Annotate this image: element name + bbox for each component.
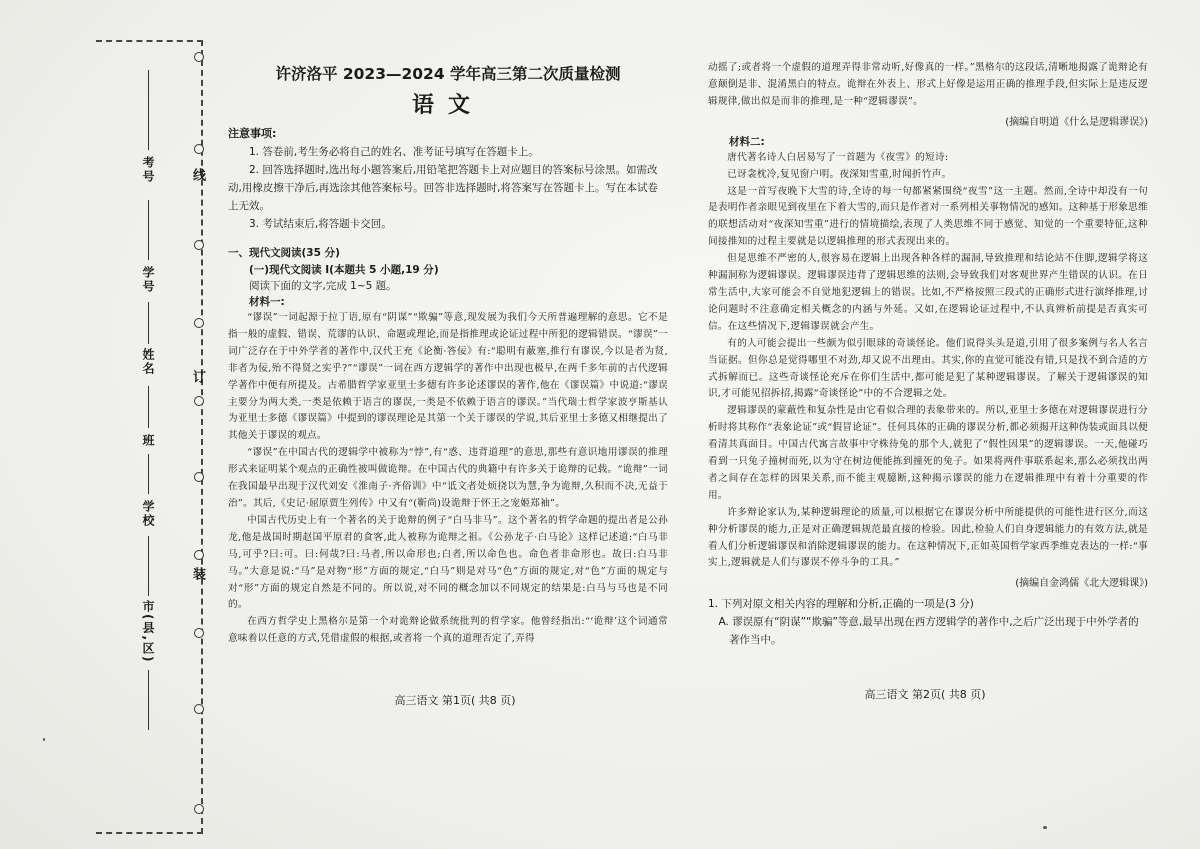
field-label-name: 姓名 — [141, 348, 155, 376]
notice-list — [228, 143, 668, 233]
paragraph: 在西方哲学史上黑格尔是第一个对诡辩论做系统批判的哲学家。他曾经指出:“‘诡辩’这个词通常意味着以任意的方式,凭借虚假的根据,或者将一个真的道理否定了,弄得 — [228, 616, 668, 645]
field-label-exam-no: 考号 — [141, 156, 155, 184]
subject-title: 语文 — [411, 92, 484, 118]
field-label-student-no: 学号 — [141, 266, 155, 294]
field-line — [148, 670, 149, 730]
material-1-body — [228, 310, 668, 648]
binding-hole — [194, 472, 204, 482]
paragraph: 动摇了;或者将一个虚假的道理弄得非常动听,好像真的一样。”黑格尔的这段话,清晰地揭露了诡辩论有意颠倒是非、混淆黑白的特点。诡辩在外表上、形式上好像是运用正确的推理手段,但实际上是违反逻辑规律,做出似是而非的推理,是一种“逻辑谬误”。 — [708, 62, 1148, 107]
paragraph: 中国古代历史上有一个著名的关于诡辩的例子“白马非马”。这个著名的哲学命题的提出者是公孙龙,他是战国时期赵国平原君的食客,此人被称为诡辩之祖。《公孙龙子·白马论》这样记述道:“白马非马,可乎?曰:可。曰:何哉?曰:马者,所以命形也;白者,所以命色也。命色者非命形也。故曰:白马非马。”大意是说:“马”是对物“形”方面的规定,“白马”则是对马“色”方面的规定,对“色”方面的规定与对“形”方面的规定自然是不同的。所以说,对不同的概念加以不同规定的结果是:白马与马也是不同的。 — [228, 514, 668, 611]
binding-hole — [194, 704, 204, 714]
paragraph: “谬误”在中国古代的逻辑学中被称为“悖”,有“惑、违背道理”的意思,那些有意识地用谬误的推理形式来证明某个观点的正确性被叫做诡辩。在中国古代的典籍中有许多关于诡辩的记载。“诡辩”一词在我国最早出现于汉代刘安《淮南子·齐俗训》中“诋文者处烦挠以为慧,争为诡辩,久积而不决,无益于治”。其后,《史记·屈原贾生列传》中又有“(靳尚)设诡辩于怀王之宠姬郑袖”。 — [228, 447, 668, 509]
notice-item: 3. 考试结束后,将答题卡交回。 — [249, 218, 392, 230]
material-2-body — [708, 150, 1148, 573]
field-label-city: 市(县,区) — [141, 600, 155, 664]
binding-hole — [194, 240, 204, 250]
source-1: (摘编自明道《什么是逻辑谬误》) — [1005, 116, 1148, 128]
section-heading: 一、现代文阅读(35 分) — [228, 247, 340, 259]
binding-strip — [96, 40, 216, 820]
cut-mark-bind: 装 — [190, 567, 205, 580]
binding-hole — [194, 144, 204, 154]
binding-hole — [194, 550, 204, 560]
field-label-class: 班 — [141, 434, 155, 448]
notice-item: 2. 回答选择题时,选出每小题答案后,用铅笔把答题卡上对应题目的答案标号涂黑。如需改动,用橡皮擦干净后,再选涂其他答案标号。回答非选择题时,将答案写在答题卡上。写在本试卷上无效。 — [228, 164, 659, 212]
binding-hole — [194, 396, 204, 406]
paragraph: 这是一首写夜晚下大雪的诗,全诗的每一句都紧紧围绕“夜雪”这一主题。然而,全诗中却没有一句是表明作者亲眼见到夜里在下着大雪的,而只是作者对一系列相关事物情况的感知。这种基于形象思维的联想活动对“夜深知雪重”进行的情境描绘,表现了人类思维不同于感觉、知觉的一个重要特征,这种间接推知的过程主要就是以逻辑推理的形式表现出来的。 — [708, 185, 1148, 248]
field-line — [148, 454, 149, 494]
source-2: (摘编自金鸿儒《北大逻辑课》) — [1015, 578, 1148, 590]
poem-text: 已讶衾枕冷,复见窗户明。夜深知雪重,时闻折竹声。 — [727, 168, 952, 180]
question-1: 1. 下列对原文相关内容的理解和分析,正确的一项是(3 分) — [708, 598, 974, 611]
notice-item: 1. 答卷前,考生务必将自己的姓名、准考证号填写在答题卡上。 — [249, 146, 539, 158]
material-1-label: 材料一: — [249, 296, 285, 308]
binding-hole — [194, 318, 204, 328]
binding-hole — [194, 804, 204, 814]
exam-title: 许济洛平 2023—2024 学年高三第二次质量检测 — [275, 65, 621, 83]
binding-hole — [194, 628, 204, 638]
subsection-heading: (一)现代文阅读 I(本题共 5 小题,19 分) — [249, 264, 439, 276]
scan-speck — [43, 738, 45, 741]
field-line — [148, 70, 149, 150]
field-line — [148, 200, 149, 260]
paragraph: 但是思维不严密的人,很容易在逻辑上出现各种各样的漏洞,导致推理和结论站不住脚,逻辑学将这种漏洞称为逻辑谬误。逻辑谬误违背了逻辑思维的法则,会导致我们对客观世界产生错误的认识。在日常生活中,大家可能会不自觉地犯逻辑上的错误。比如,不严格按照三段式的正确形式进行演绎推理,讨论问题时不注意确定相关概念的内涵与外延。又如,在逻辑论证过程中,不认真辨析前提是否真实可信。在这些情况下,逻辑谬误就会产生。 — [708, 253, 1148, 332]
field-line — [148, 302, 149, 344]
cut-mark-order: 订 — [190, 370, 205, 383]
page-2-footer: 高三语文 第2页( 共8 页) — [864, 688, 986, 701]
material-2-label: 材料二: — [729, 135, 765, 148]
cut-mark-line: 线 — [190, 168, 205, 181]
exam-page-2 — [708, 60, 1148, 840]
question-1-option-a: A. 谬误原有“阴谋”“欺骗”等意,最早出现在西方逻辑学的著作中,之后广泛出现于中外学者的著作当中。 — [718, 616, 1139, 647]
material-1-continuation — [708, 60, 1148, 111]
paragraph: 有的人可能会提出一些颇为似引眼球的奇谈怪论。他们说得头头是道,引用了很多案例与名人名言当证据。但你总是觉得哪里不对劲,却又说不出理由。其实,你的直觉可能没有错,只是找不到合适的方式拆解而已。这些奇谈怪论充斥在你们生活中,都可能是犯了某种逻辑谬误。了解关于逻辑谬误的知识,才可能见招拆招,揭露“奇谈怪论”中的不合逻辑之处。 — [708, 337, 1148, 400]
notice-heading: 注意事项: — [228, 127, 277, 140]
field-line — [148, 386, 149, 428]
page-1-footer: 高三语文 第1页( 共8 页) — [394, 694, 516, 707]
field-label-school: 学校 — [141, 500, 155, 528]
paragraph: 许多辩论家认为,某种逻辑理论的质量,可以根据它在谬误分析中所能提供的可能性进行区分,而这种分析谬误的能力,正是对正确逻辑规范最直接的检验。因此,检验人们自身逻辑能力的有效方法,就是看人们分析逻辑谬误和消除逻辑谬误的能力。在这种情况下,正如英国哲学家西季维克表达的一样:“事实上,逻辑就是人们与谬误不停斗争的工具。” — [708, 506, 1148, 569]
binding-hole — [194, 52, 204, 62]
paragraph: “谬误”一词起源于拉丁语,原有“阴谋”“欺骗”等意,现发展为我们今天所普遍理解的意思。它不是指一般的虚假、错误、荒谬的认识、命题或理论,而是指推理或论证过程中所犯的逻辑错误。“谬误”一词广泛存在于中外学者的著作中,汉代王充《论衡·答佞》有:“聪明有蔽塞,推行有谬误,今以是者为贤,非者为佞,殆不得贤之实乎?”“谬误”一词在西方逻辑学的著作中出现也极早,在两千多年前的古代逻辑学著作中便有所提及。古希腊哲学家亚里士多德有许多论述谬误的著作,他在《谬误篇》中说道:“谬误主要分为两大类,一类是依赖于语言的谬误,一类是不依赖于语言的谬误。”当代瑞士哲学家波亨斯基认为亚里士多德《谬误篇》中提到的谬误理论是其第一个关于谬误的学说,其后亚里士多德又相继提出了其他关于谬误的观点。 — [228, 312, 668, 442]
reading-instruction: 阅读下面的文字,完成 1~5 题。 — [249, 280, 397, 292]
field-line — [148, 536, 149, 596]
exam-page-1 — [228, 60, 668, 840]
scan-speck — [1043, 826, 1047, 829]
poem-intro: 唐代著名诗人白居易写了一首题为《夜雪》的短诗: — [727, 151, 949, 163]
paragraph: 逻辑谬误的蒙蔽性和复杂性是由它看似合理的表象带来的。所以,亚里士多德在对逻辑谬误进行分析时将其称作“表象论证”或“假冒论证”。任何具体的正确的谬误分析,都必须揭开这种伪装或面具以便看清其真面目。中国古代寓言故事中守株待兔的那个人,就犯了“假性因果”的逻辑谬误。一天,他碰巧看到一只兔子撞树而死,以为守在树边便能拣到撞死的兔子。如果将两件事联系起来,那么必须找出两者之间存在怎样的因果关系,而不能主观臆断,这种揭示谬误的能力在逻辑推理中有着十分重要的作用。 — [708, 405, 1148, 501]
